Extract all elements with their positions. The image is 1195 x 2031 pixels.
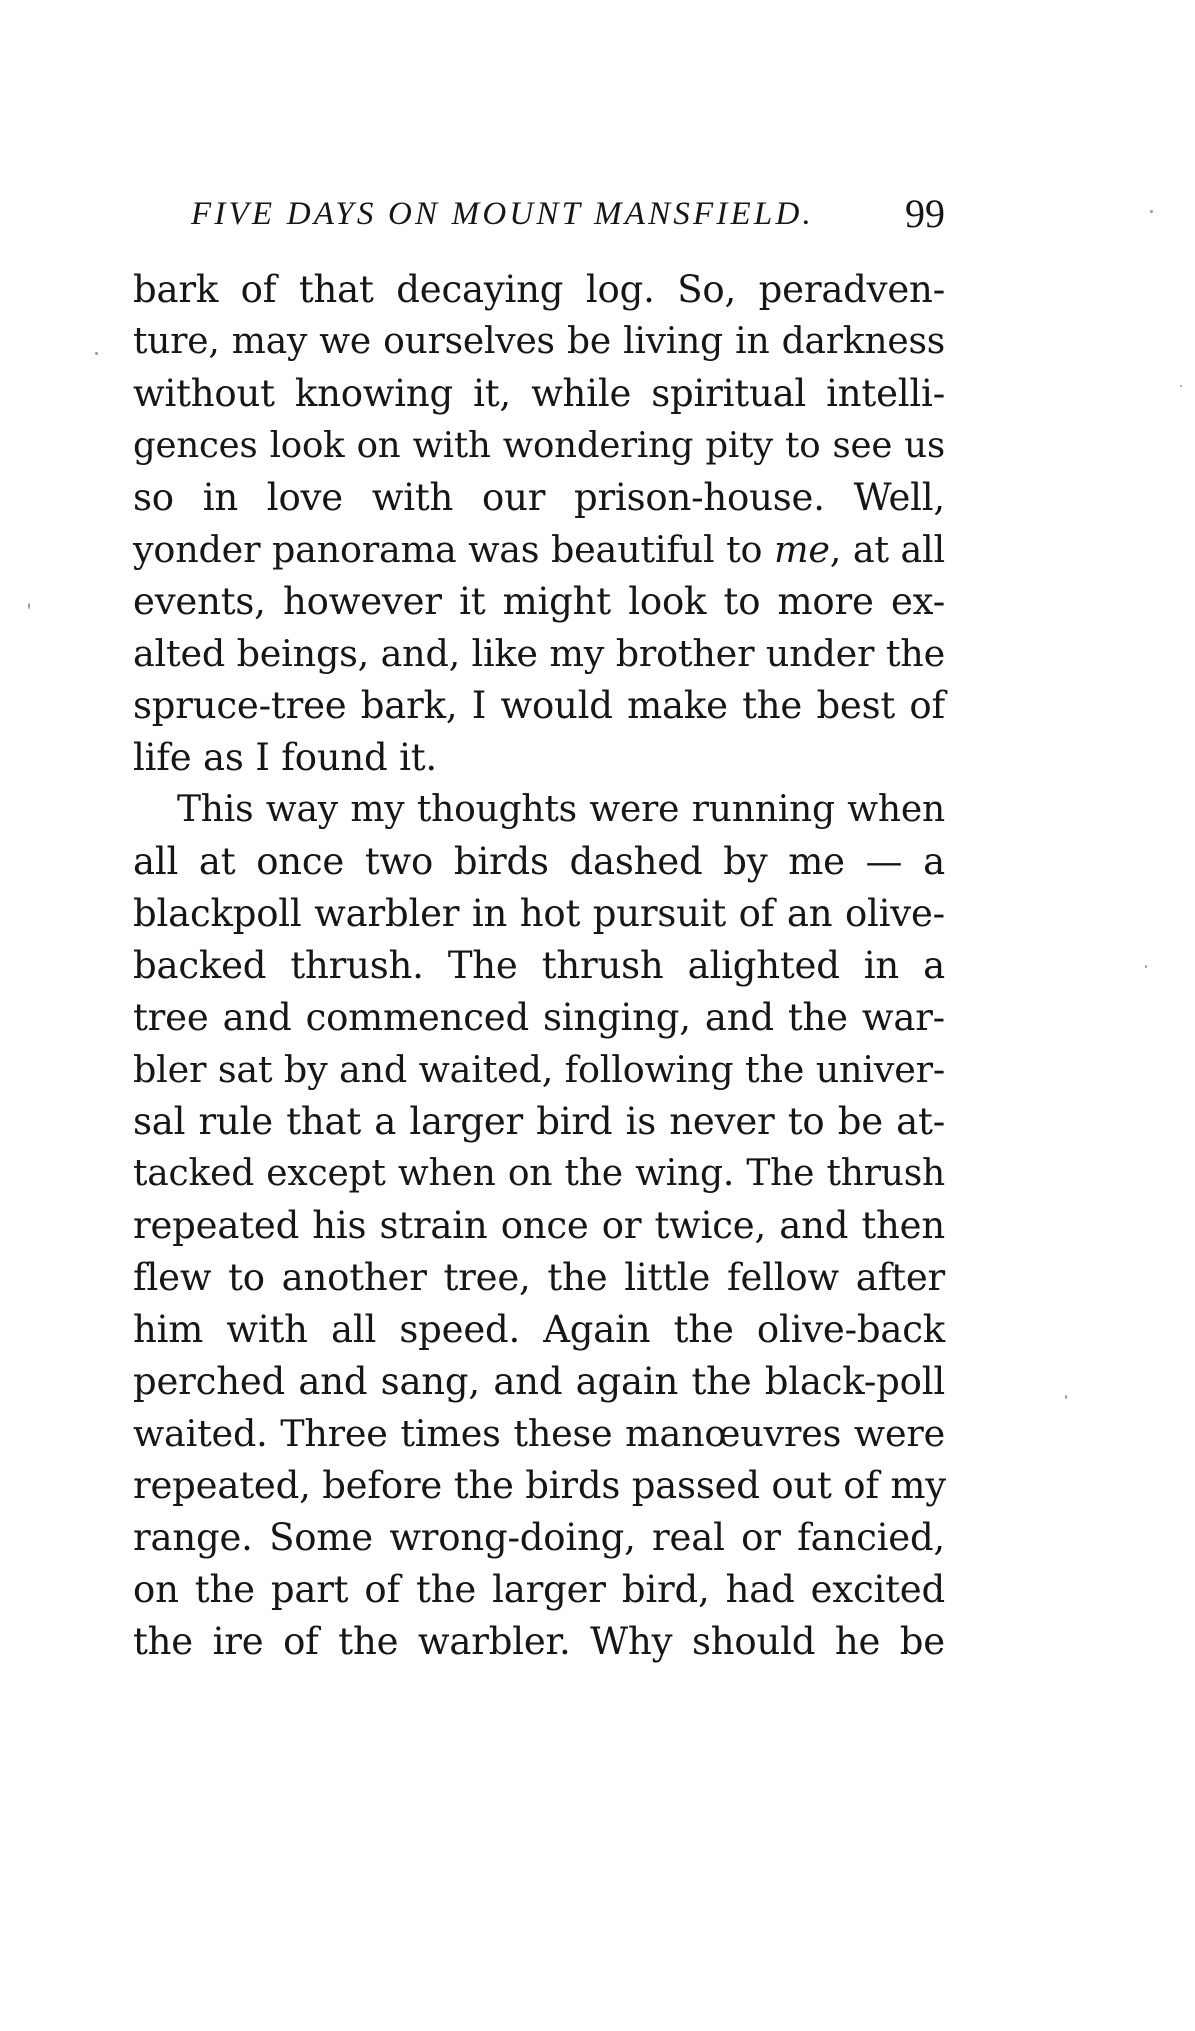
text-line-with-emphasis: yonder panorama was beautiful to me, at all (133, 528, 946, 571)
text-line: ture, may we ourselves be living in darkness (133, 321, 945, 362)
text-line: backed thrush. The thrush alighted in a (133, 944, 945, 987)
paper-speck (1150, 210, 1153, 213)
text-line: range. Some wrong-doing, real or fancied, (133, 1516, 945, 1559)
page-number: 99 (905, 191, 945, 236)
text-line: This way my thoughts were running when (177, 789, 945, 830)
text-line: flew to another tree, the little fellow after (133, 1256, 945, 1299)
body-text (133, 264, 945, 1668)
text-line: gences look on with wondering pity to see us (133, 425, 945, 466)
text-line: alted beings, and, like my brother under the (133, 632, 945, 675)
text-line: him with all speed. Again the olive-back (133, 1308, 945, 1351)
text-line: repeated his strain once or twice, and then (133, 1204, 945, 1247)
text-line: all at once two birds dashed by me — a (133, 840, 945, 883)
paper-speck (1145, 965, 1147, 968)
paper-speck (1180, 385, 1182, 387)
emphasized-word: me (773, 528, 830, 571)
text-line: bler sat by and waited, following the univer- (133, 1048, 945, 1091)
text-line: the ire of the warbler. Why should he be (133, 1620, 945, 1663)
text-line: bark of that decaying log. So, peradven- (133, 268, 945, 311)
paper-speck (28, 603, 30, 609)
text-line: so in love with our prison-house. Well, (133, 476, 945, 519)
text-line: without knowing it, while spiritual intelli- (133, 372, 945, 415)
text-line: life as I found it. (133, 736, 437, 779)
text-line: blackpoll warbler in hot pursuit of an olive- (133, 892, 945, 935)
text-line: perched and sang, and again the black-poll (133, 1360, 945, 1403)
text-line: on the part of the larger bird, had excited (133, 1568, 945, 1611)
paper-speck (1065, 1395, 1067, 1399)
text-line: repeated, before the birds passed out of my (133, 1464, 947, 1507)
text-line: events, however it might look to more ex- (133, 580, 945, 623)
text-line: tree and commenced singing, and the war- (133, 996, 945, 1039)
running-title: FIVE DAYS ON MOUNT MANSFIELD. (191, 196, 814, 232)
text-line: sal rule that a larger bird is never to be at- (133, 1100, 945, 1143)
text-line: waited. Three times these manœuvres were (133, 1412, 945, 1455)
paper-speck (95, 352, 98, 355)
running-header (133, 190, 945, 250)
text-line: tacked except when on the wing. The thrush (133, 1153, 945, 1194)
text-line: spruce-tree bark, I would make the best of (133, 684, 945, 727)
